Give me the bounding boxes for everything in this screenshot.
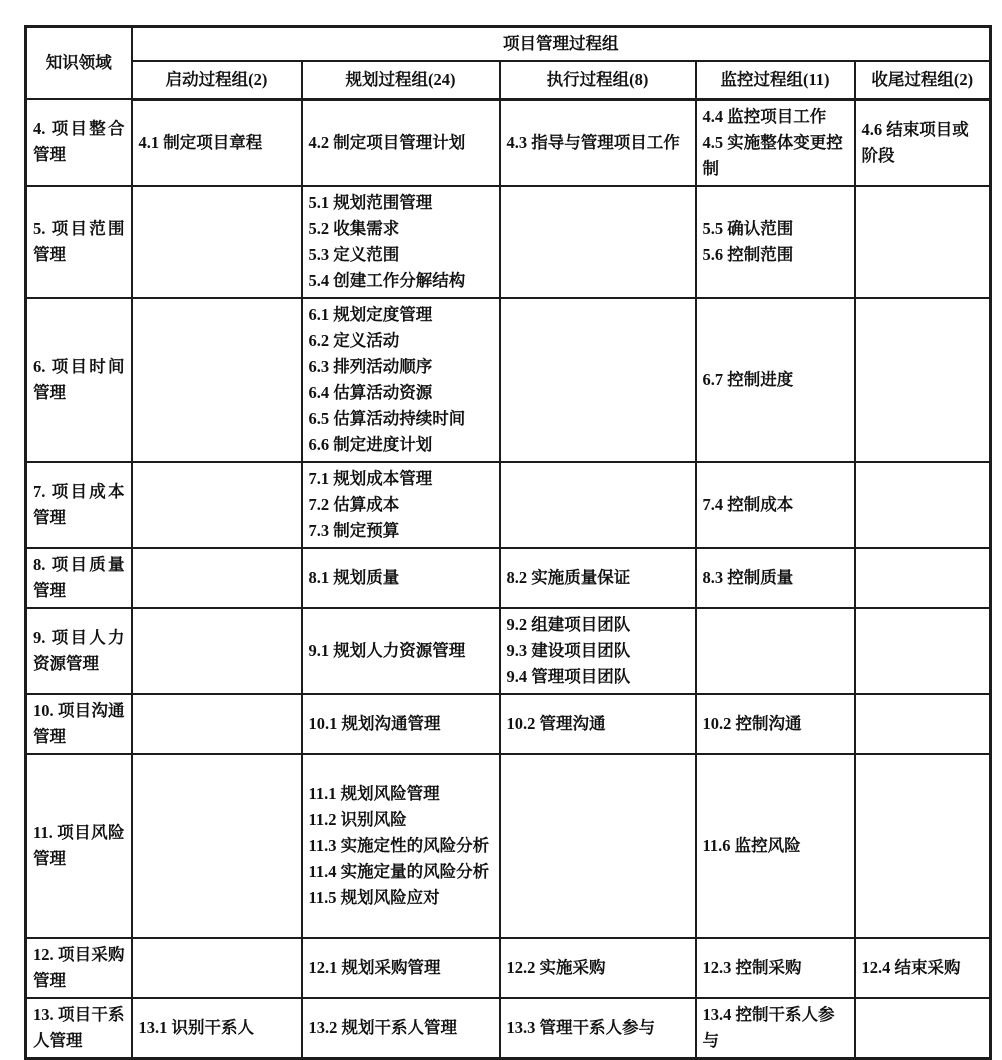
process-cell: [500, 99, 696, 186]
process-item: 11.2 识别风险: [308, 809, 407, 829]
process-item: 7.3 制定预算: [308, 520, 400, 540]
table-row: [26, 754, 991, 938]
table-row: [26, 298, 991, 462]
process-cell: [302, 462, 500, 548]
process-cell: [500, 548, 696, 608]
process-cell: [855, 938, 991, 998]
process-cell: [855, 548, 991, 608]
process-cell: [500, 754, 696, 938]
process-item: 13.4 控制干系人参与: [702, 1004, 835, 1050]
process-cell: [696, 998, 855, 1059]
process-item: 8.1 规划质量: [308, 567, 400, 587]
process-item: 12.4 结束采购: [861, 957, 961, 977]
knowledge-area-cell: 7. 项目成本管理: [26, 462, 132, 548]
group-header-row: [26, 27, 991, 62]
process-cell: [500, 608, 696, 694]
corner-header-knowledge-area: 知识领域: [26, 27, 132, 100]
process-cell: [132, 998, 302, 1059]
process-cell: [500, 462, 696, 548]
process-item: 9.4 管理项目团队: [506, 666, 631, 686]
process-cell: [696, 694, 855, 754]
process-cell: [302, 186, 500, 298]
process-cell: [855, 608, 991, 694]
process-item: 6.4 估算活动资源: [308, 382, 433, 402]
table-body: [26, 99, 991, 1058]
process-cell: [500, 998, 696, 1059]
table-row: [26, 938, 991, 998]
process-item: 4.4 监控项目工作: [702, 106, 827, 126]
process-item: 6.6 制定进度计划: [308, 434, 433, 454]
knowledge-area-cell: 11. 项目风险管理: [26, 754, 132, 938]
process-cell: [500, 186, 696, 298]
process-cell: [132, 548, 302, 608]
process-cell: [132, 754, 302, 938]
process-item: 5.6 控制范围: [702, 244, 794, 264]
knowledge-area-cell: 4. 项目整合管理: [26, 99, 132, 186]
process-item: 11.4 实施定量的风险分析: [308, 861, 490, 881]
table-row: [26, 998, 991, 1059]
column-header-row: [26, 61, 991, 99]
process-item: 13.1 识别干系人: [138, 1017, 254, 1037]
process-cell: [302, 998, 500, 1059]
process-cell: [500, 938, 696, 998]
process-item: 10.1 规划沟通管理: [308, 713, 441, 733]
process-cell: [132, 462, 302, 548]
table-header: [26, 27, 991, 100]
process-item: 13.3 管理干系人参与: [506, 1017, 655, 1037]
process-cell: [855, 998, 991, 1059]
process-cell: [302, 694, 500, 754]
group-header-process-groups: 项目管理过程组: [132, 27, 991, 62]
table-row: [26, 694, 991, 754]
table-row: [26, 99, 991, 186]
knowledge-area-cell: 12. 项目采购管理: [26, 938, 132, 998]
process-item: 5.4 创建工作分解结构: [308, 270, 466, 290]
process-item: 4.5 实施整体变更控制: [702, 132, 843, 178]
column-header-closing: 收尾过程组(2): [855, 61, 991, 99]
process-item: 6.3 排列活动顺序: [308, 356, 433, 376]
process-item: 7.4 控制成本: [702, 494, 794, 514]
process-item: 4.1 制定项目章程: [138, 132, 263, 152]
table-row: [26, 462, 991, 548]
process-item: 4.6 结束项目或阶段: [861, 119, 969, 165]
process-item: 13.2 规划干系人管理: [308, 1017, 457, 1037]
process-item: 7.2 估算成本: [308, 494, 400, 514]
process-cell: [696, 99, 855, 186]
knowledge-area-cell: 10. 项目沟通管理: [26, 694, 132, 754]
process-item: 6.1 规划定度管理: [308, 304, 433, 324]
process-cell: [302, 548, 500, 608]
process-item: 11.1 规划风险管理: [308, 783, 440, 803]
process-cell: [132, 608, 302, 694]
column-header-executing: 执行过程组(8): [500, 61, 696, 99]
process-item: 9.3 建设项目团队: [506, 640, 631, 660]
process-cell: [132, 99, 302, 186]
process-cell: [855, 298, 991, 462]
process-item: 11.5 规划风险应对: [308, 887, 440, 907]
table-row: [26, 548, 991, 608]
process-item: 7.1 规划成本管理: [308, 468, 433, 488]
process-cell: [855, 694, 991, 754]
process-item: 9.1 规划人力资源管理: [308, 640, 466, 660]
process-item: 4.2 制定项目管理计划: [308, 132, 466, 152]
process-item: 6.7 控制进度: [702, 369, 794, 389]
process-item: 6.5 估算活动持续时间: [308, 408, 466, 428]
process-cell: [696, 608, 855, 694]
process-cell: [302, 754, 500, 938]
table-row: [26, 608, 991, 694]
process-item: 5.3 定义范围: [308, 244, 400, 264]
process-cell: [132, 298, 302, 462]
process-item: 8.3 控制质量: [702, 567, 794, 587]
process-item: 5.1 规划范围管理: [308, 192, 433, 212]
process-item: 5.5 确认范围: [702, 218, 794, 238]
process-cell: [696, 548, 855, 608]
process-cell: [696, 938, 855, 998]
process-item: 12.2 实施采购: [506, 957, 606, 977]
process-cell: [500, 694, 696, 754]
process-item: 12.3 控制采购: [702, 957, 802, 977]
process-cell: [696, 462, 855, 548]
table-row: [26, 186, 991, 298]
knowledge-area-cell: 8. 项目质量管理: [26, 548, 132, 608]
column-header-monitoring: 监控过程组(11): [696, 61, 855, 99]
process-cell: [302, 608, 500, 694]
process-cell: [302, 99, 500, 186]
process-groups-matrix-table: [24, 25, 992, 1060]
knowledge-area-cell: 6. 项目时间管理: [26, 298, 132, 462]
process-cell: [696, 754, 855, 938]
process-item: 11.6 监控风险: [702, 835, 801, 855]
process-cell: [132, 186, 302, 298]
process-item: 12.1 规划采购管理: [308, 957, 441, 977]
process-cell: [855, 99, 991, 186]
knowledge-area-cell: 9. 项目人力资源管理: [26, 608, 132, 694]
process-cell: [696, 298, 855, 462]
knowledge-area-cell: 5. 项目范围管理: [26, 186, 132, 298]
process-cell: [132, 938, 302, 998]
column-header-planning: 规划过程组(24): [302, 61, 500, 99]
process-item: 8.2 实施质量保证: [506, 567, 631, 587]
process-cell: [855, 462, 991, 548]
process-item: 10.2 管理沟通: [506, 713, 606, 733]
process-cell: [302, 938, 500, 998]
process-cell: [696, 186, 855, 298]
process-cell: [132, 694, 302, 754]
process-item: 6.2 定义活动: [308, 330, 400, 350]
process-item: 5.2 收集需求: [308, 218, 400, 238]
process-cell: [855, 754, 991, 938]
process-item: 9.2 组建项目团队: [506, 614, 631, 634]
knowledge-area-cell: 13. 项目干系人管理: [26, 998, 132, 1059]
process-item: 10.2 控制沟通: [702, 713, 802, 733]
process-cell: [302, 298, 500, 462]
process-item: 11.3 实施定性的风险分析: [308, 835, 490, 855]
process-cell: [500, 298, 696, 462]
column-header-initiating: 启动过程组(2): [132, 61, 302, 99]
process-item: 4.3 指导与管理项目工作: [506, 132, 680, 152]
process-cell: [855, 186, 991, 298]
